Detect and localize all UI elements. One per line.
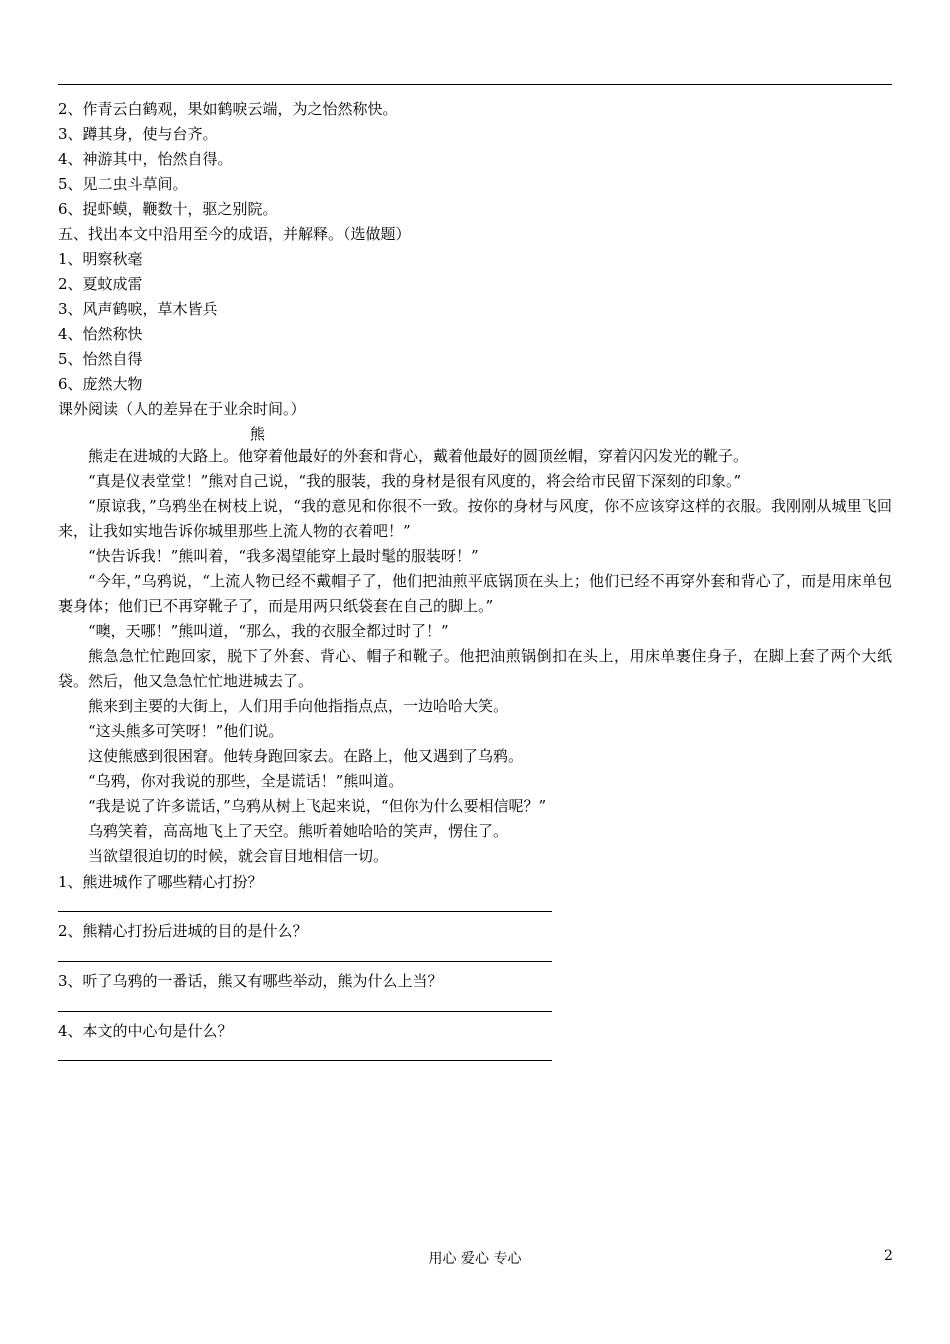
story-paragraph: 熊急急忙忙跑回家，脱下了外套、背心、帽子和靴子。他把油煎锅倒扣在头上，用床单裹住身子，在脚上套了两个大纸袋。然后，他又急急忙忙地进城去了。 [58,647,892,690]
story-paragraph: 熊走在进城的大路上。他穿着他最好的外套和背心，戴着他最好的圆顶丝帽，穿着闪闪发光的靴子。 [88,447,749,465]
story-paragraph: “噢，天哪！”熊叫道，“那么，我的衣服全都过时了！” [88,622,449,640]
idiom-item: 6、庞然大物 [58,375,143,393]
answer-line[interactable] [58,911,552,912]
idiom-item: 3、风声鹤唳，草木皆兵 [58,300,218,318]
header-rule [58,84,892,85]
story-paragraph: 当欲望很迫切的时候，就会盲目地相信一切。 [88,847,389,865]
story-paragraph: “我是说了许多谎话，”乌鸦从树上飞起来说，“但你为什么要相信呢？” [88,797,547,815]
story-paragraph: “今年，”乌鸦说，“上流人物已经不戴帽子了，他们把油煎平底锅顶在头上；他们已经不再穿外套和背心了，而是用床单包裹身体；他们已不再穿靴子了，而是用两只纸袋套在自己的脚上。” [58,572,892,615]
question-2: 2、熊精心打扮后进城的目的是什么？ [58,922,308,940]
section4-item-3: 3、蹲其身，使与台齐。 [58,125,218,143]
question-4: 4、本文的中心句是什么？ [58,1022,233,1040]
page-number: 2 [884,1248,893,1264]
answer-line[interactable] [58,961,552,962]
story-title: 熊 [250,425,266,443]
question-3: 3、听了乌鸦的一番话，熊又有哪些举动，熊为什么上当？ [58,972,443,990]
section4-item-6: 6、捉虾蟆，鞭数十，驱之别院。 [58,200,278,218]
idiom-item: 5、怡然自得 [58,350,143,368]
idiom-item: 4、怡然称快 [58,325,143,343]
section5-heading: 五、找出本文中沿用至今的成语，并解释。（选做题） [58,225,411,243]
story-paragraph: “原谅我，”乌鸦坐在树枝上说，“我的意见和你很不一致。按你的身材与风度，你不应该穿这样的衣服。我刚刚从城里飞回来，让我如实地告诉你城里那些上流人物的衣着吧！” [58,497,892,540]
idiom-item: 1、明察秋毫 [58,250,143,268]
question-1: 1、熊进城作了哪些精心打扮？ [58,873,263,891]
reading-heading: 课外阅读（人的差异在于业余时间。） [58,400,306,418]
story-paragraph: 这使熊感到很困窘。他转身跑回家去。在路上，他又遇到了乌鸦。 [88,747,524,765]
story-paragraph: 熊来到主要的大街上，人们用手向他指指点点，一边哈哈大笑。 [88,697,509,715]
story-paragraph: “真是仪表堂堂！”熊对自己说，“我的服装，我的身材是很有风度的，将会给市民留下深刻的印象。” [88,472,742,490]
story-paragraph: “这头熊多可笑呀！”他们说。 [88,722,284,740]
story-paragraph: “乌鸦，你对我说的那些，全是谎话！”熊叫道。 [88,772,404,790]
story-paragraph: “快告诉我！”熊叫着，“我多渴望能穿上最时髦的服装呀！” [88,547,479,565]
story-paragraph: 乌鸦笑着，高高地飞上了天空。熊听着她哈哈的笑声，愣住了。 [88,822,509,840]
footer-motto: 用心 爱心 专心 [428,1251,522,1267]
section4-item-2: 2、作青云白鹤观，果如鹤唳云端，为之怡然称快。 [58,100,398,118]
section4-item-4: 4、神游其中，怡然自得。 [58,150,233,168]
idiom-item: 2、夏蚊成雷 [58,275,143,293]
answer-line[interactable] [58,1011,552,1012]
section4-item-5: 5、见二虫斗草间。 [58,175,188,193]
answer-line[interactable] [58,1060,552,1061]
